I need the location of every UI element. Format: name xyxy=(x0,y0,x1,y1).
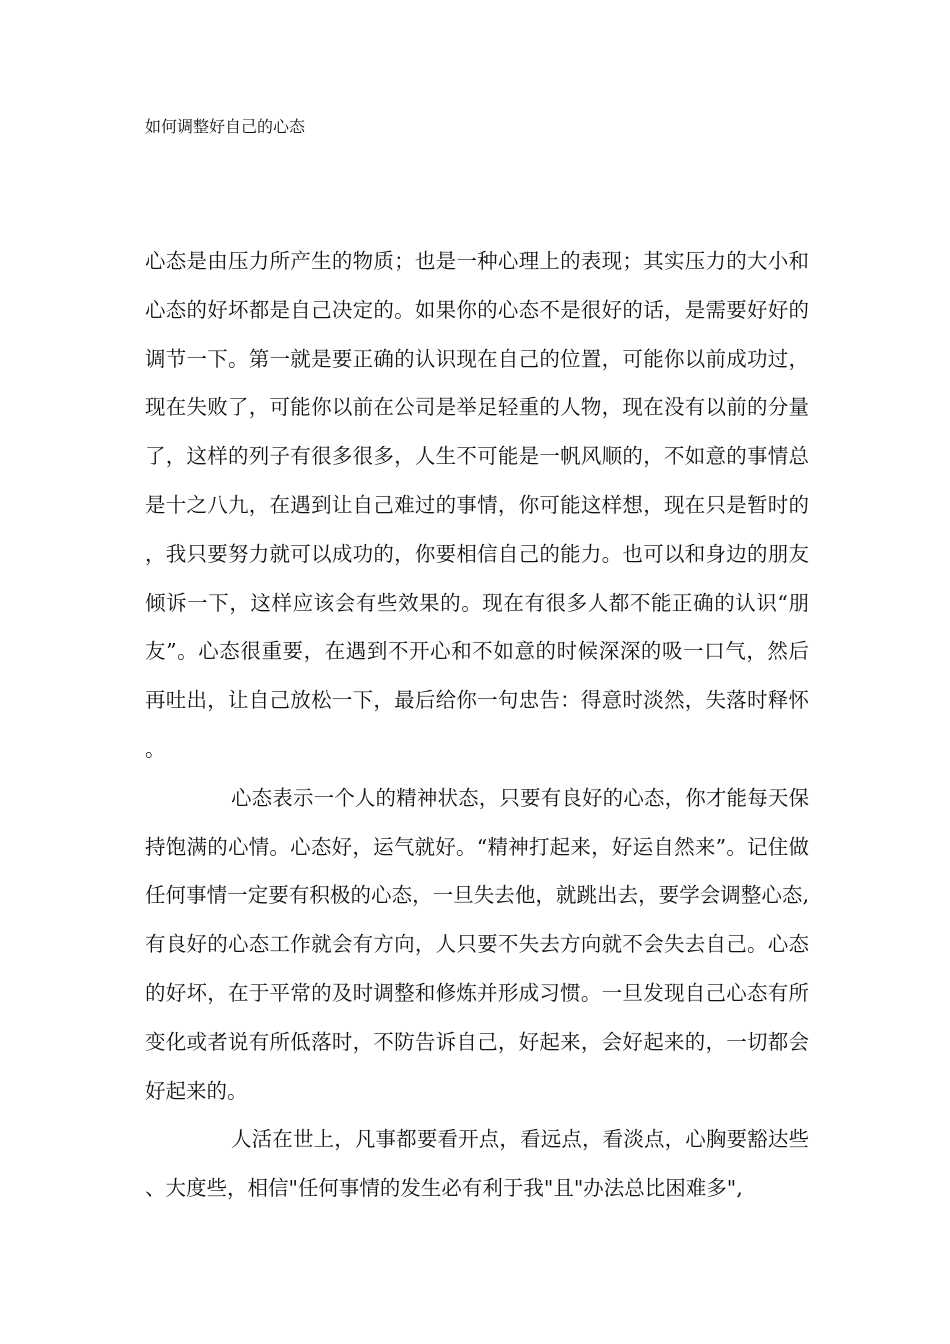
document-title: 如何调整好自己的心态 xyxy=(145,117,306,136)
paragraph-3: 人活在世上，凡事都要看开点，看远点，看淡点，心胸要豁达些、大度些，相信"任何事情的发生必有利于我"且"办法总比困难多", xyxy=(145,1127,809,1201)
paragraph-1: 心态是由压力所产生的物质；也是一种心理上的表现；其实压力的大小和心态的好坏都是自己决定的。如果你的心态不是很好的话，是需要好好的调节一下。第一就是要正确的认识现在自己的位置，可能你以前成功过，现在失败了，可能你以前在公司是举足轻重的人物，现在没有以前的分量了，这样的列子有很多很多，人生不可能是一帆风顺的，不如意的事情总是十之八九，在遇到让自己难过的事情，你可能这样想，现在只是暂时的，我只要努力就可以成功的，你要相信自己的能力。也可以和身边的朋友倾诉一下，这样应该会有些效果的。现在有很多人都不能正确的认识“朋友”。心态很重要，在遇到不开心和不如意的时候深深的吸一口气，然后再吐出，让自己放松一下，最后给你一句忠告：得意时淡然，失落时释怀。 xyxy=(145,249,809,761)
document-body xyxy=(145,237,809,1213)
paragraph-2: 心态表示一个人的精神状态，只要有良好的心态，你才能每天保持饱满的心情。心态好，运气就好。“精神打起来，好运自然来”。记住做任何事情一定要有积极的心态，一旦失去他，就跳出去，要学会调整心态, 有良好的心态工作就会有方向，人只要不失去方向就不会失去自己。心态的好坏，在于平常的及时调整和修炼并形成习惯。一旦发现自己心态有所变化或者说有所低落时，不防告诉自己，好起来，会好起来的，一切都会好起来的。 xyxy=(145,785,809,1103)
